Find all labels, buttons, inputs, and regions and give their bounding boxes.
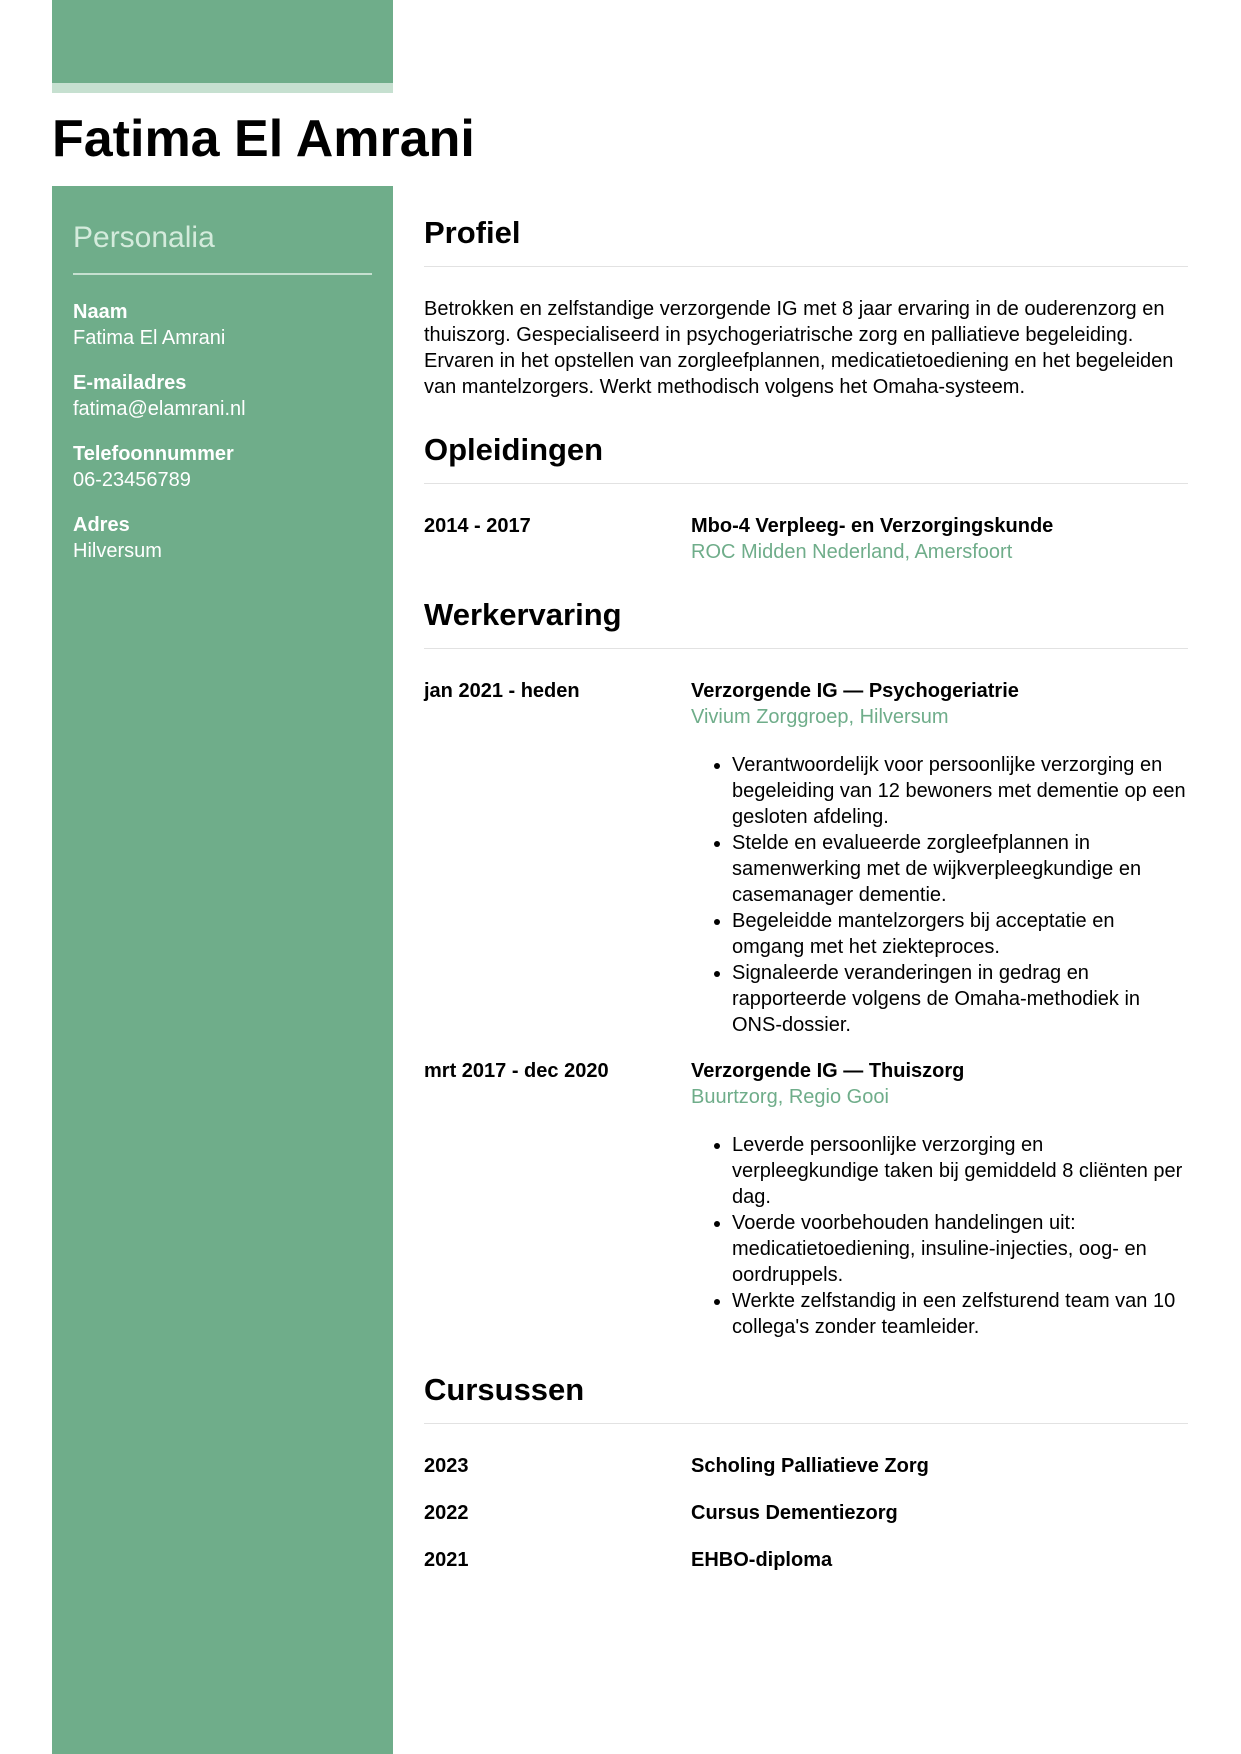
field-label: E-mailadres (73, 372, 187, 394)
list-item: • Leverde persoonlijke verzorging en verpleegkundige taken bij gemiddeld 8 cliënten per dag. (732, 1132, 1188, 1210)
field-label: Adres (73, 514, 130, 536)
entry-body (691, 513, 1188, 565)
section-courses (424, 1370, 1188, 1594)
section-divider (424, 648, 1188, 649)
section-title: Opleidingen (424, 432, 604, 467)
entry-title: Scholing Palliatieve Zorg (691, 1455, 929, 1477)
field-value: Hilversum (73, 540, 162, 562)
entry-date: 2014 - 2017 (424, 515, 531, 537)
list-item: • Verantwoordelijk voor persoonlijke verzorging en begeleiding van 12 bewoners met dementie op een gesloten afdeling. (732, 752, 1188, 830)
course-entry (424, 1453, 1188, 1500)
bullet-list (691, 1132, 1188, 1340)
course-entry (424, 1547, 1188, 1594)
header-color-block (52, 0, 393, 83)
field-address (73, 512, 372, 564)
entry-date: 2021 (424, 1549, 469, 1571)
field-value: fatima@elamrani.nl (73, 398, 246, 420)
field-value: 06-23456789 (73, 469, 191, 491)
bullet-list (691, 752, 1188, 1038)
list-item: • Begeleidde mantelzorgers bij acceptatie en omgang met het ziekteproces. (732, 908, 1188, 960)
entry-title: Mbo-4 Verpleeg- en Verzorgingskunde (691, 515, 1054, 537)
entry-date: 2022 (424, 1502, 469, 1524)
sidebar-divider (73, 273, 372, 275)
field-value: Fatima El Amrani (73, 327, 226, 349)
field-phone (73, 441, 372, 493)
section-divider (424, 266, 1188, 267)
experience-entry (424, 1058, 1188, 1340)
header-accent-strip (52, 83, 393, 93)
education-entry (424, 513, 1188, 565)
main-content (424, 213, 1188, 1594)
list-item: • Stelde en evalueerde zorgleefplannen in samenwerking met de wijkverpleegkundige en casemanager dementie. (732, 830, 1188, 908)
entry-date: mrt 2017 - dec 2020 (424, 1060, 609, 1082)
section-experience (424, 595, 1188, 1340)
entry-date: 2023 (424, 1455, 469, 1477)
entry-org: ROC Midden Nederland, Amersfoort (691, 541, 1013, 563)
entry-title: Verzorgende IG — Psychogeriatrie (691, 680, 1019, 702)
field-name (73, 299, 372, 351)
entry-title: Cursus Dementiezorg (691, 1502, 898, 1524)
list-item: • Voerde voorbehouden handelingen uit: medicatietoediening, insuline-injecties, oog- en oordruppels. (732, 1210, 1188, 1288)
list-item: • Werkte zelfstandig in een zelfsturend team van 10 collega's zonder teamleider. (732, 1288, 1188, 1340)
section-profile (424, 213, 1188, 400)
entry-title: EHBO-diploma (691, 1549, 833, 1571)
entry-org: Buurtzorg, Regio Gooi (691, 1086, 889, 1108)
entry-title: Verzorgende IG — Thuiszorg (691, 1060, 965, 1082)
entry-org: Vivium Zorggroep, Hilversum (691, 706, 949, 728)
section-title: Werkervaring (424, 597, 622, 632)
list-item: • Signaleerde veranderingen in gedrag en rapporteerde volgens de Omaha-methodiek in ONS-dossier. (732, 960, 1188, 1038)
section-title: Profiel (424, 215, 521, 250)
experience-entry (424, 678, 1188, 1038)
field-label: Telefoonnummer (73, 443, 234, 465)
field-email (73, 370, 372, 422)
sidebar-heading: Personalia (73, 221, 215, 254)
section-title: Cursussen (424, 1372, 585, 1407)
section-education (424, 430, 1188, 565)
entry-body (691, 1058, 1188, 1340)
candidate-name: Fatima El Amrani (52, 110, 475, 168)
entry-date: jan 2021 - heden (424, 680, 580, 702)
sidebar (52, 186, 393, 1754)
section-divider (424, 483, 1188, 484)
course-entry (424, 1500, 1188, 1547)
field-label: Naam (73, 301, 128, 323)
profile-text: Betrokken en zelfstandige verzorgende IG met 8 jaar ervaring in de ouderenzorg en thuiszorg. Gespecialiseerd in psychogeriatrische zorg en palliatieve begeleiding. Ervaren in het opstellen van zorgleefplannen, medicatietoediening en het begeleiden van mantelzorgers. Werkt methodisch volgens het Omaha-systeem. (424, 298, 1174, 398)
entry-body (691, 678, 1188, 1038)
